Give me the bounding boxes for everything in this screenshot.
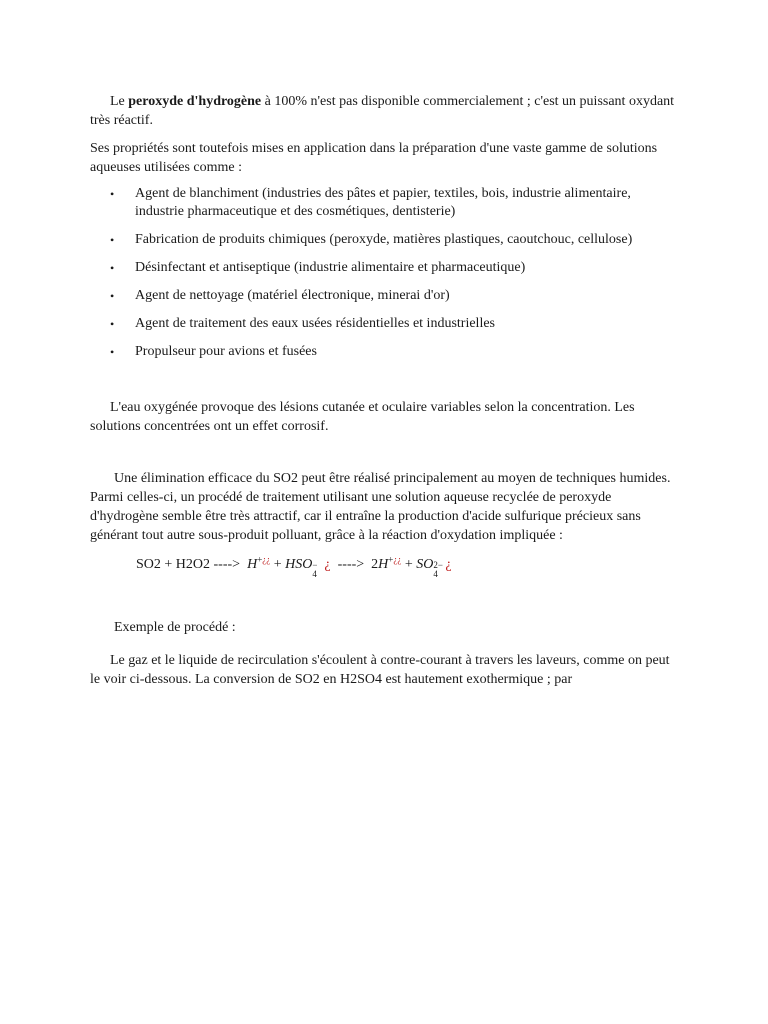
equation-so-sup: 2− [433,560,443,570]
equation-hso-sup: − [312,560,318,570]
equation-coef: 2 [371,557,379,573]
spacer [90,436,680,469]
equation-hso-indices [312,554,324,579]
equation-h-symbol: H [247,557,258,573]
properties-intro-paragraph: Ses propriétés sont toutefois mises en application dans la préparation d'une vaste gamme de solutions aqueuses utilisées comme : [90,141,658,175]
process-paragraph: Le gaz et le liquide de recirculation s'écoulent à contre-courant à travers les laveurs, comme on peut le voir ci-dessous. La conversion de SO2 en H2SO4 est hautement exothermique ; par [90,653,670,688]
intro-paragraph [90,92,680,130]
equation-h2-charge: + [388,554,394,565]
list-item-text: Agent de blanchiment (industries des pâtes et papier, textiles, bois, industrie alimentaire, industrie pharmaceutique et des cosmétiques, dentisterie) [135,186,631,219]
example-heading: Exemple de procédé : [114,620,236,636]
spacer [90,576,680,618]
intro-bold-term: peroxyde d'hydrogène [128,94,262,109]
bullet-icon: • [110,317,115,331]
equation-arrow: ----> [337,557,365,573]
bullet-icon: • [110,261,115,275]
intro-rest: à 100% n'est pas disponible commercialement ; c'est un puissant oxydant très réactif. [90,94,675,128]
equation-so-indices [433,554,445,579]
equation-reactants: SO2 + H2O2 ----> [136,557,241,573]
equation-so-sub: 4 [433,569,438,579]
equation-plus-2: + [404,557,413,573]
list-item [90,343,680,361]
list-item [90,259,680,277]
list-item-text: Désinfectant et antiseptique (industrie alimentaire et pharmaceutique) [135,260,526,275]
reaction-equation [136,554,680,579]
equation-hso-sub: 4 [312,569,317,579]
bullet-icon: • [110,233,115,247]
hazard-paragraph: L'eau oxygénée provoque des lésions cutanée et oculaire variables selon la concentration. Les solutions concentrées ont un effet corrosif. [90,400,635,434]
equation-h-charge: + [257,554,263,565]
list-item [90,287,680,305]
equation-plus: + [273,557,282,573]
list-item-text: Agent de nettoyage (matériel électronique, minerai d'or) [135,288,450,303]
uses-list [90,185,680,361]
equation-hso-garble: ¿ [324,557,331,573]
list-item-text: Agent de traitement des eaux usées résidentielles et industrielles [135,316,495,331]
elimination-paragraph: Une élimination efficace du SO2 peut être réalisé principalement au moyen de techniques humides. Parmi celles-ci, un procédé de traitement utilisant une solution aqueuse recyclée de peroxyde d'hydrogène semble être très attractif, car il entraîne la production d'acide sulfurique précieux sans générant tout autre sous-produit polluant, grâce à la réaction d'oxydation impliquée : [90,471,671,543]
bullet-icon: • [110,187,115,201]
document-page [90,92,680,689]
spacer [90,371,680,398]
equation-h2-symbol: H [378,557,389,573]
bullet-icon: • [110,289,115,303]
list-item [90,231,680,249]
equation-so-garble: ¿ [445,557,452,573]
equation-so-base: SO [416,557,434,573]
equation-h-garble: ¿¿ [262,554,271,565]
list-item [90,315,680,333]
equation-hso-base: HSO [285,557,313,573]
intro-lead: Le [110,94,129,109]
list-item-text: Fabrication de produits chimiques (peroxyde, matières plastiques, caoutchouc, cellulose) [135,232,633,247]
list-item-text: Propulseur pour avions et fusées [135,344,317,359]
spacer [90,545,680,554]
equation-h2-garble: ¿¿ [393,554,402,565]
bullet-icon: • [110,345,115,359]
list-item [90,185,680,221]
spacer [90,637,680,651]
